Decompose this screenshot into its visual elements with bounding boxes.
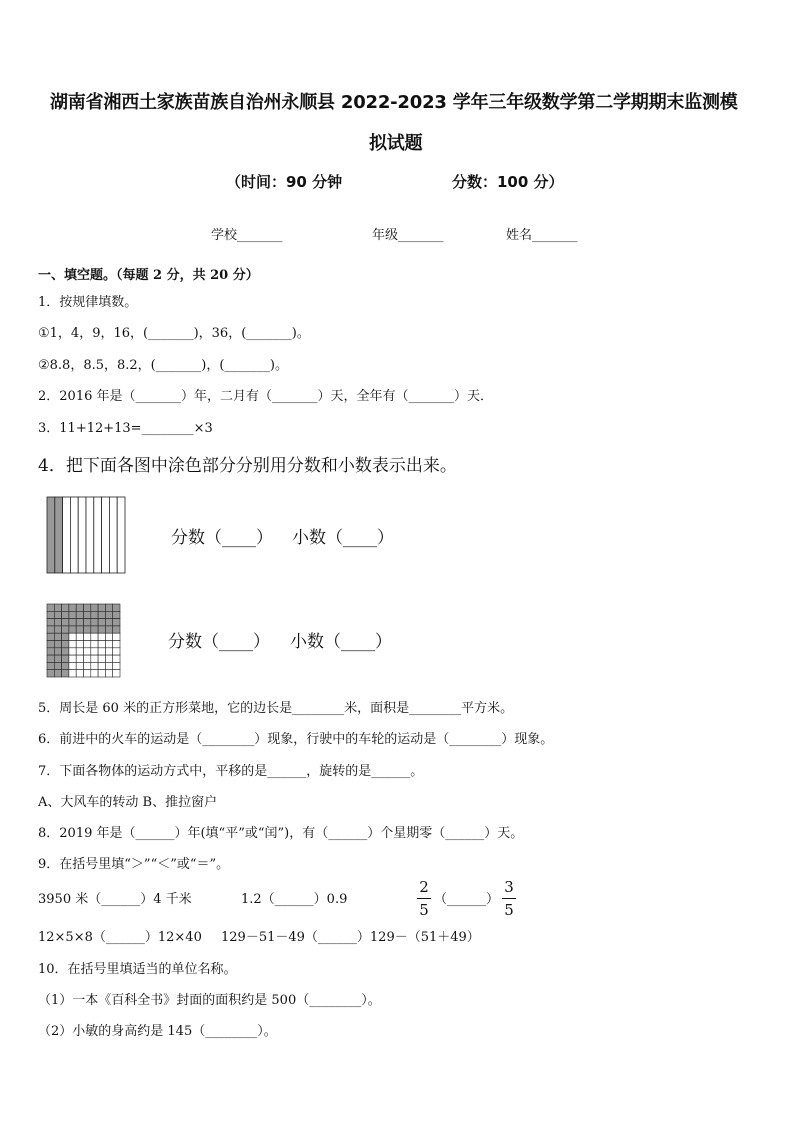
grid-cell	[76, 662, 83, 669]
grid-cell	[91, 619, 98, 626]
grid-cell	[84, 611, 91, 618]
grid-cell	[91, 662, 98, 669]
grid-cell	[98, 619, 105, 626]
grid-cell	[98, 670, 105, 677]
grid-cell	[113, 662, 120, 669]
grid-cell	[113, 626, 120, 633]
fraction-a-denominator: 5	[419, 901, 429, 919]
grid-cell	[91, 633, 98, 640]
grid-cell	[69, 670, 76, 677]
grid-cell	[105, 604, 112, 611]
question-10-1: （1）一本《百科全书》封面的面积约是 500（________）。	[38, 993, 381, 1008]
grid-cell	[69, 655, 76, 662]
grid-cell	[54, 655, 61, 662]
strip-cell	[102, 497, 110, 573]
question-8: 8．2019 年是（______）年(填“平”或“闰”)，有（______）个星期零（______）天。	[38, 826, 524, 841]
grid-cell	[91, 670, 98, 677]
grid-cell	[98, 604, 105, 611]
fig2-fraction-label: 分数（____）	[168, 632, 270, 652]
grid-cell	[76, 641, 83, 648]
question-10: 10．在括号里填适当的单位名称。	[38, 962, 237, 977]
question-1a: ①1，4，9，16，(_______)，36，(_______)。	[38, 326, 310, 341]
fraction-bar	[502, 898, 516, 899]
grid-cell	[76, 655, 83, 662]
grid-cell	[47, 641, 54, 648]
fig2-decimal-label: 小数（____）	[290, 632, 392, 652]
grid-cell	[105, 641, 112, 648]
grid-cell	[62, 604, 69, 611]
grid-cell	[84, 655, 91, 662]
grid-cell	[47, 655, 54, 662]
grid-cell	[69, 626, 76, 633]
grid-cell	[113, 633, 120, 640]
fraction-a-numerator: 2	[419, 878, 429, 896]
grid-cell	[105, 633, 112, 640]
grid-cell	[98, 662, 105, 669]
exam-time: （时间：90 分钟	[226, 173, 343, 191]
grid-cell	[47, 662, 54, 669]
fraction-b-denominator: 5	[504, 901, 514, 919]
grid-cell	[105, 655, 112, 662]
school-field: 学校_______	[211, 228, 283, 243]
strip-cell	[63, 497, 71, 573]
fig1-decimal-label: 小数（____）	[292, 528, 394, 548]
grid-cell	[84, 619, 91, 626]
grid-cell	[76, 611, 83, 618]
strip-cell	[55, 497, 63, 573]
q9-fraction-a	[417, 878, 431, 919]
grid-cell	[62, 641, 69, 648]
fraction-b-numerator: 3	[504, 878, 514, 896]
grid-cell	[105, 662, 112, 669]
grid-cell	[76, 626, 83, 633]
grid-cell	[54, 604, 61, 611]
grid-cell	[84, 604, 91, 611]
strip-cell	[94, 497, 102, 573]
exam-score: 分数：100 分）	[452, 173, 564, 191]
strip-cell	[47, 497, 55, 573]
grid-cell	[105, 648, 112, 655]
question-9: 9．在括号里填“＞”“＜”或“＝”。	[38, 857, 230, 872]
grid-cell	[62, 611, 69, 618]
grid-cell	[84, 648, 91, 655]
q9-compare-4: 12×5×8（______）12×40	[38, 930, 202, 945]
grid-cell	[47, 670, 54, 677]
grid-cell	[76, 604, 83, 611]
grid-cell	[91, 641, 98, 648]
page-title-line2: 拟试题	[369, 133, 423, 154]
grid-cell	[91, 626, 98, 633]
grid-cell	[47, 626, 54, 633]
grid-cell	[54, 641, 61, 648]
q9-compare-5: 129－51－49（______）129－（51＋49）	[221, 930, 480, 945]
question-7-options: A、大风车的转动 B、推拉窗户	[38, 795, 218, 810]
grid-cell	[105, 611, 112, 618]
grid-cell	[69, 641, 76, 648]
grid-cell	[62, 655, 69, 662]
grid-cell	[54, 611, 61, 618]
grid-cell	[69, 619, 76, 626]
grid-cell	[98, 633, 105, 640]
grid-cell	[113, 641, 120, 648]
grid-cell	[91, 604, 98, 611]
strip-cell	[78, 497, 86, 573]
question-6: 6．前进中的火车的运动是（________）现象，行驶中的车轮的运动是（________）现象。	[38, 732, 554, 747]
question-3: 3．11+12+13=________×3	[38, 421, 213, 436]
q9-compare-1: 3950 米（______）4 千米	[38, 892, 192, 907]
fraction-bar	[417, 898, 431, 899]
grid-cell	[84, 670, 91, 677]
grid-cell	[54, 648, 61, 655]
question-1b: ②8.8，8.5，8.2，(_______)，(_______)。	[38, 358, 288, 373]
grid-cell	[113, 648, 120, 655]
grid-cell	[98, 626, 105, 633]
grid-cell	[76, 648, 83, 655]
grid-cell	[62, 633, 69, 640]
grid-cell	[84, 641, 91, 648]
grid-cell	[69, 611, 76, 618]
grid-cell	[69, 633, 76, 640]
grid-cell	[76, 633, 83, 640]
grid-cell	[62, 619, 69, 626]
grid-cell	[47, 611, 54, 618]
grid-cell	[98, 648, 105, 655]
q9-compare-2: 1.2（______）0.9	[241, 892, 348, 907]
grid-cell	[62, 626, 69, 633]
grid-cell	[54, 662, 61, 669]
page-title: 湖南省湘西土家族苗族自治州永顺县 2022-2023 学年三年级数学第二学期期末监测模	[50, 92, 738, 113]
grid-cell	[76, 670, 83, 677]
question-5: 5．周长是 60 米的正方形菜地，它的边长是________米，面积是________平方米。	[38, 701, 514, 716]
question-10-2: （2）小敏的身高约是 145（________）。	[38, 1024, 277, 1039]
grid-cell	[54, 626, 61, 633]
grid-cell	[113, 655, 120, 662]
strip-cell	[117, 497, 125, 573]
grid-cell	[91, 655, 98, 662]
grid-cell	[47, 633, 54, 640]
name-field: 姓名_______	[506, 228, 578, 243]
grid-cell	[69, 662, 76, 669]
section-heading: 一、填空题。（每题 2 分，共 20 分）	[38, 268, 259, 283]
grid-cell	[113, 619, 120, 626]
grid-cell	[91, 648, 98, 655]
grid-cell	[84, 626, 91, 633]
grid-figure	[46, 603, 121, 679]
grid-cell	[113, 611, 120, 618]
grid-cell	[62, 662, 69, 669]
grid-cell	[105, 619, 112, 626]
grid-cell	[98, 655, 105, 662]
q9-fraction-b	[502, 878, 516, 919]
question-2: 2．2016 年是（_______）年，二月有（_______）天，全年有（_______）天．	[38, 389, 493, 404]
grid-cell	[54, 670, 61, 677]
grade-field: 年级_______	[372, 228, 444, 243]
grid-cell	[69, 648, 76, 655]
grid-cell	[98, 641, 105, 648]
strip-figure	[46, 496, 127, 574]
strip-cell	[70, 497, 78, 573]
strip-cell	[109, 497, 117, 573]
grid-cell	[47, 604, 54, 611]
grid-cell	[105, 670, 112, 677]
grid-cell	[47, 619, 54, 626]
grid-cell	[91, 611, 98, 618]
grid-cell	[69, 604, 76, 611]
grid-cell	[113, 670, 120, 677]
grid-cell	[84, 662, 91, 669]
grid-cell	[76, 619, 83, 626]
grid-cell	[47, 648, 54, 655]
strip-cell	[86, 497, 94, 573]
grid-cell	[84, 633, 91, 640]
grid-cell	[54, 633, 61, 640]
question-1: 1．按规律填数。	[38, 295, 138, 310]
q9-compare-3: （______）	[434, 892, 500, 907]
question-4: 4．把下面各图中涂色部分分别用分数和小数表示出来。	[38, 456, 457, 476]
grid-cell	[62, 648, 69, 655]
grid-cell	[105, 626, 112, 633]
fig1-fraction-label: 分数（____）	[171, 528, 273, 548]
grid-cell	[98, 611, 105, 618]
grid-cell	[113, 604, 120, 611]
grid-cell	[62, 670, 69, 677]
question-7: 7．下面各物体的运动方式中，平移的是______，旋转的是______。	[38, 764, 424, 779]
grid-cell	[54, 619, 61, 626]
